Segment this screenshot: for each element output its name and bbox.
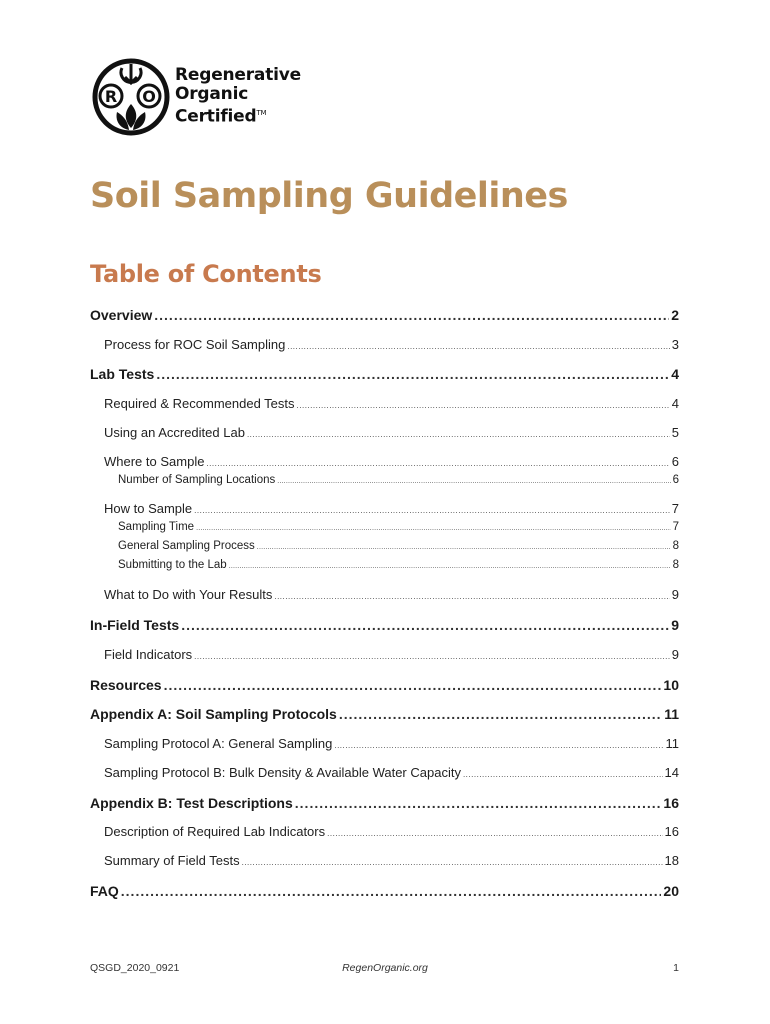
toc-entry-page: 10 [663,677,679,693]
toc-entry-sampling-time[interactable] [118,521,679,533]
toc-entry-label: How to Sample [104,501,193,516]
toc-entry-number-of-sampling-locations[interactable] [118,474,679,486]
toc-entry-label: Appendix B: Test Descriptions [90,795,293,811]
toc-entry-page: 9 [671,587,679,602]
toc-entry-label: Sampling Protocol A: General Sampling [104,736,333,751]
footer-page-number: 1 [673,962,679,974]
toc-entry-page: 8 [672,540,679,552]
toc-entry-page: 7 [672,521,679,533]
toc-entry-where-to-sample[interactable] [104,454,679,469]
toc-entry-appendix-b[interactable] [90,795,679,811]
roc-logo [91,56,301,140]
toc-entry-required-recommended-tests[interactable] [104,396,679,411]
toc-entry-field-indicators[interactable] [104,647,679,662]
toc-entry-what-to-do-with-results[interactable] [104,587,679,602]
toc-entry-label: General Sampling Process [118,540,255,552]
toc-entry-label: Summary of Field Tests [104,853,240,868]
toc-entry-label: Using an Accredited Lab [104,425,245,440]
toc-entry-page: 9 [671,617,679,633]
logo-line-3: Certified [175,106,257,127]
toc-entry-page: 18 [664,853,679,868]
toc-entry-label: Appendix A: Soil Sampling Protocols [90,706,337,722]
toc-entry-label: Overview [90,307,153,323]
toc-entry-label: Submitting to the Lab [118,559,227,571]
toc-entry-page: 3 [671,337,679,352]
toc-entry-in-field-tests[interactable] [90,617,679,633]
trademark-mark: TM [256,109,267,117]
toc-entry-page: 11 [665,736,679,751]
footer-doc-code: QSGD_2020_0921 [90,962,180,974]
toc-entry-label: What to Do with Your Results [104,587,273,602]
toc-entry-label: In-Field Tests [90,617,180,633]
toc-entry-page: 9 [671,647,679,662]
toc-entry-label: Where to Sample [104,454,205,469]
toc-entry-label: Lab Tests [90,366,155,382]
toc-entry-label: Field Indicators [104,647,193,662]
seal-letter-r: R [104,87,118,106]
logo-line-2: Organic [175,84,249,104]
toc-entry-appendix-a[interactable] [90,706,679,722]
toc-entry-label: Process for ROC Soil Sampling [104,337,286,352]
toc-entry-overview[interactable] [90,307,679,323]
toc-entry-page: 6 [672,474,679,486]
toc-entry-page: 6 [671,454,679,469]
toc-entry-label: FAQ [90,883,119,899]
toc-entry-accredited-lab[interactable] [104,425,679,440]
toc-entry-page: 8 [672,559,679,571]
toc-entry-page: 14 [664,765,679,780]
toc-entry-process-roc-soil-sampling[interactable] [104,337,679,352]
toc-entry-label: Required & Recommended Tests [104,396,295,411]
roc-seal-icon [91,56,171,140]
footer-website: RegenOrganic.org [342,962,428,974]
logo-wordmark [175,66,301,127]
toc-entry-how-to-sample[interactable] [104,501,679,516]
toc-entry-page: 16 [663,795,679,811]
toc-entry-page: 4 [671,366,679,382]
toc-entry-sampling-protocol-b[interactable] [104,765,679,780]
toc-entry-resources[interactable] [90,677,679,693]
logo-line-1: Regenerative [175,65,301,85]
toc-entry-page: 2 [671,307,679,323]
seal-letter-o: O [142,87,156,106]
toc-entry-label: Description of Required Lab Indicators [104,824,326,839]
toc-entry-page: 16 [664,824,679,839]
document-title: Soil Sampling Guidelines [90,176,568,216]
toc-entry-submitting-to-lab[interactable] [118,559,679,571]
toc-entry-page: 20 [663,883,679,899]
toc-entry-label: Resources [90,677,162,693]
toc-entry-sampling-protocol-a[interactable] [104,736,679,751]
toc-entry-page: 11 [664,706,679,722]
toc-entry-label: Number of Sampling Locations [118,474,276,486]
toc-entry-label: Sampling Protocol B: Bulk Density & Available Water Capacity [104,765,461,780]
toc-entry-general-sampling-process[interactable] [118,540,679,552]
toc-entry-faq[interactable] [90,883,679,899]
toc-entry-page: 5 [671,425,679,440]
toc-entry-label: Sampling Time [118,521,195,533]
toc-entry-lab-tests[interactable] [90,366,679,382]
toc-entry-required-lab-indicators[interactable] [104,824,679,839]
toc-entry-page: 4 [671,396,679,411]
toc-entry-page: 7 [671,501,679,516]
toc-heading: Table of Contents [90,260,322,288]
toc-entry-summary-field-tests[interactable] [104,853,679,868]
